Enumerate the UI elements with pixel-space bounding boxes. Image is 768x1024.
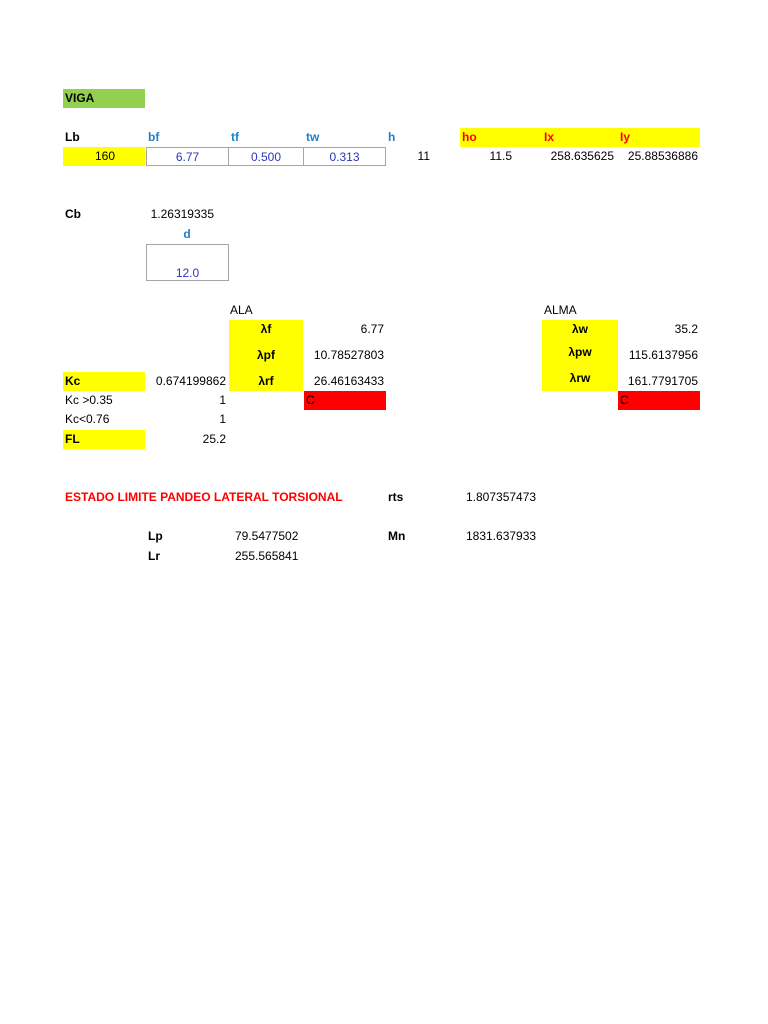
ala-title[interactable]: ALA (230, 303, 253, 317)
kc-lt-value[interactable]: 1 (219, 412, 226, 426)
kc-label[interactable]: Kc (63, 372, 145, 391)
input-tw[interactable]: 0.313 (303, 147, 386, 166)
ltb-title[interactable]: ESTADO LIMITE PANDEO LATERAL TORSIONAL (65, 490, 343, 504)
cb-value[interactable]: 1.26319335 (150, 207, 214, 221)
alma-lambda-w-value[interactable]: 35.2 (674, 322, 698, 336)
mn-value[interactable]: 1831.637933 (466, 529, 537, 543)
viga-label[interactable]: VIGA (63, 89, 145, 108)
d-label[interactable]: d (183, 227, 191, 241)
input-tf[interactable]: 0.500 (228, 147, 304, 166)
value-lb[interactable]: 160 (63, 147, 145, 166)
value-iy[interactable]: 25.88536886 (627, 149, 698, 163)
header-bf[interactable]: bf (148, 130, 160, 144)
header-tw[interactable]: tw (306, 130, 320, 144)
header-tf[interactable]: tf (231, 130, 239, 144)
mn-label[interactable]: Mn (388, 529, 406, 543)
header-ix[interactable]: Ix (542, 128, 618, 147)
ala-lambda-f-value[interactable]: 6.77 (360, 322, 384, 336)
ala-lambda-pf-label[interactable]: λpf (229, 339, 303, 372)
ala-lambda-rf-label[interactable]: λrf (229, 372, 303, 391)
ala-lambda-rf-value[interactable]: 26.46163433 (313, 374, 384, 388)
kc-gt-label[interactable]: Kc >0.35 (65, 393, 113, 407)
lp-label[interactable]: Lp (148, 529, 163, 543)
header-iy[interactable]: Iy (618, 128, 700, 147)
lr-label[interactable]: Lr (148, 549, 160, 563)
alma-lambda-rw-label[interactable]: λrw (542, 365, 618, 391)
ala-lambda-pf-value[interactable]: 10.78527803 (313, 348, 384, 362)
header-lb[interactable]: Lb (65, 130, 80, 144)
alma-title[interactable]: ALMA (544, 303, 577, 317)
header-ho[interactable]: ho (460, 128, 542, 147)
rts-label[interactable]: rts (388, 490, 404, 504)
kc-value[interactable]: 0.674199862 (155, 374, 226, 388)
kc-lt-label[interactable]: Kc<0.76 (65, 412, 110, 426)
alma-lambda-w-label[interactable]: λw (542, 320, 618, 339)
ala-status[interactable]: C (304, 391, 386, 410)
fl-value[interactable]: 25.2 (202, 432, 226, 446)
alma-lambda-pw-label[interactable]: λpw (542, 339, 618, 365)
cb-label[interactable]: Cb (65, 207, 81, 221)
kc-gt-value[interactable]: 1 (219, 393, 226, 407)
rts-value[interactable]: 1.807357473 (466, 490, 537, 504)
ala-lambda-f-label[interactable]: λf (229, 320, 303, 339)
lp-value[interactable]: 79.5477502 (235, 529, 299, 543)
header-h[interactable]: h (388, 130, 396, 144)
input-d[interactable]: 12.0 (146, 244, 229, 281)
value-h[interactable]: 11 (417, 149, 430, 163)
value-ho[interactable]: 11.5 (489, 149, 512, 163)
alma-lambda-rw-value[interactable]: 161.7791705 (627, 374, 698, 388)
fl-label[interactable]: FL (63, 430, 145, 449)
lr-value[interactable]: 255.565841 (235, 549, 299, 563)
alma-lambda-pw-value[interactable]: 115.6137956 (628, 348, 698, 362)
value-ix[interactable]: 258.635625 (550, 149, 614, 163)
input-bf[interactable]: 6.77 (146, 147, 229, 166)
alma-status[interactable]: C (618, 391, 700, 410)
